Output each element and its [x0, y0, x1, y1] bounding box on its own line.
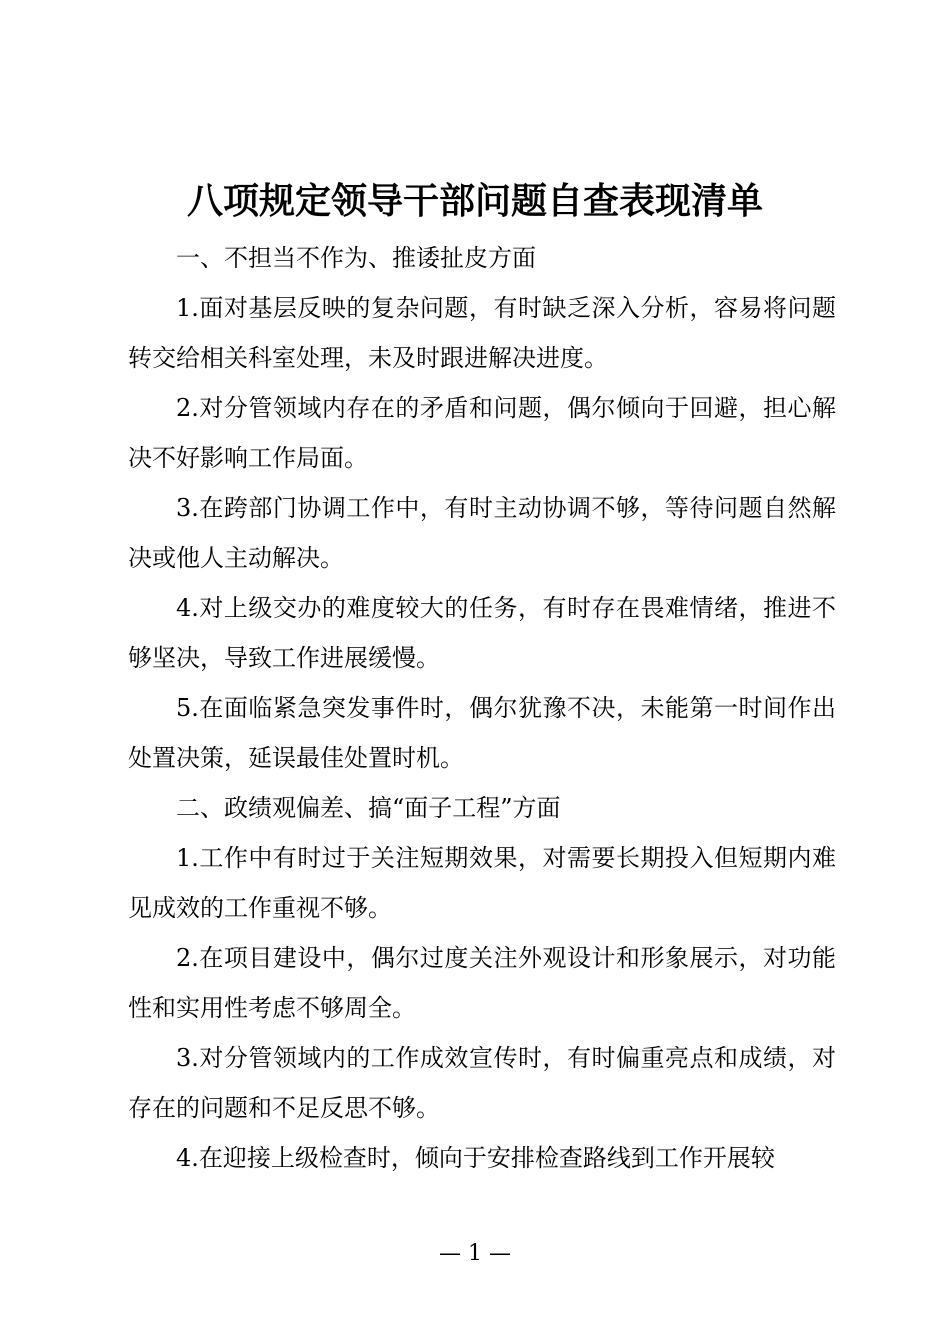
section-heading-2: 二、政绩观偏差、搞“面子工程”方面: [176, 794, 561, 822]
paragraph-2-4: 4.在迎接上级检查时，倾向于安排检查路线到工作开展较: [176, 1144, 775, 1172]
document-title: 八项规定领导干部问题自查表现清单: [186, 180, 763, 222]
paragraph-1-1: 1.面对基层反映的复杂问题，有时缺乏深入分析，容易将问题转交给相关科室处理，未及时跟进解决进度。: [128, 294, 836, 372]
paragraph-1-2: 2.对分管领域内存在的矛盾和问题，偶尔倾向于回避，担心解决不好影响工作局面。: [128, 394, 836, 472]
section-heading-1: 一、不担当不作为、推诿扯皮方面: [176, 244, 536, 272]
paragraph-2-2: 2.在项目建设中，偶尔过度关注外观设计和形象展示，对功能性和实用性考虑不够周全。: [128, 944, 836, 1022]
paragraph-1-3: 3.在跨部门协调工作中，有时主动协调不够，等待问题自然解决或他人主动解决。: [128, 494, 836, 572]
document-body: [128, 233, 836, 1183]
paragraph-1-5: 5.在面临紧急突发事件时，偶尔犹豫不决，未能第一时间作出处置决策，延误最佳处置时机。: [128, 694, 836, 772]
paragraph-2-3: 3.对分管领域内的工作成效宣传时，有时偏重亮点和成绩，对存在的问题和不足反思不够。: [128, 1044, 836, 1122]
paragraph-2-1: 1.工作中有时过于关注短期效果，对需要长期投入但短期内难见成效的工作重视不够。: [128, 844, 836, 922]
paragraph-1-4: 4.对上级交办的难度较大的任务，有时存在畏难情绪，推进不够坚决，导致工作进展缓慢。: [128, 594, 836, 672]
page-number: — 1 —: [439, 1241, 511, 1266]
